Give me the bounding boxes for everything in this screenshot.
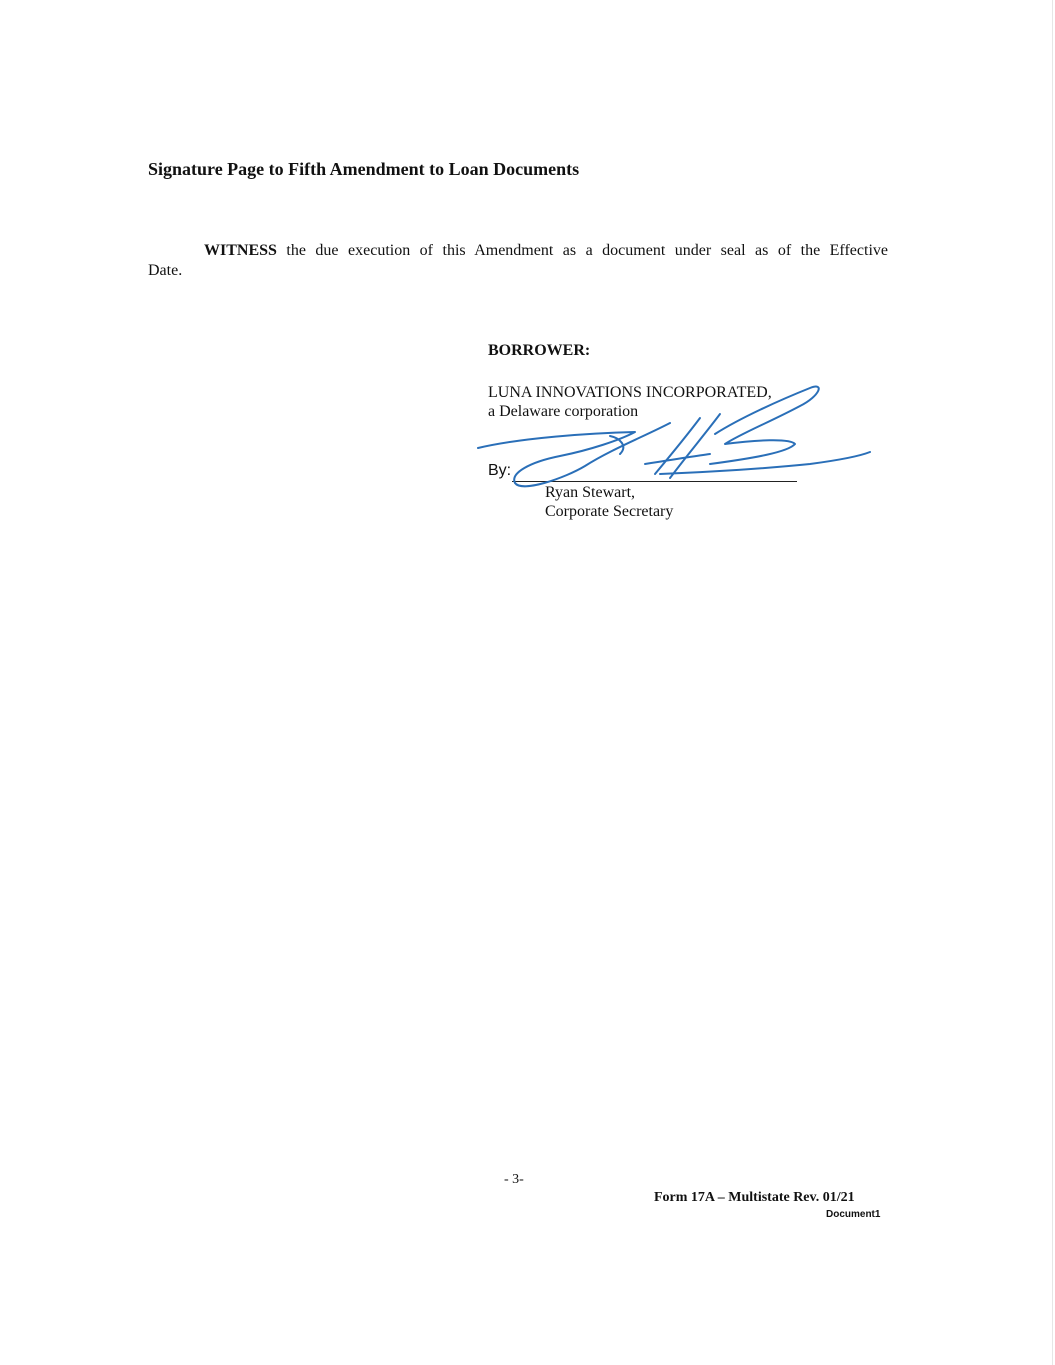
- witness-lead: WITNESS: [204, 242, 277, 259]
- company-type: a Delaware corporation: [488, 403, 639, 420]
- page-title: Signature Page to Fifth Amendment to Loan Documents: [148, 159, 580, 179]
- signer-title: Corporate Secretary: [545, 503, 674, 520]
- witness-line-2: Date.: [148, 262, 183, 279]
- borrower-label: BORROWER:: [488, 342, 591, 359]
- document-id: Document1: [826, 1209, 881, 1220]
- witness-line-1-text: the due execution of this Amendment as a document under seal as of the Effective: [276, 242, 888, 259]
- handwritten-signature: [470, 378, 880, 508]
- page-number: - 3-: [504, 1172, 524, 1187]
- form-code: Form 17A – Multistate Rev. 01/21: [654, 1190, 855, 1205]
- signer-name: Ryan Stewart,: [545, 484, 636, 501]
- by-label: By:: [488, 462, 512, 479]
- witness-paragraph: [148, 241, 888, 281]
- page-edge-shadow: [1052, 0, 1053, 1365]
- company-name: LUNA INNOVATIONS INCORPORATED,: [488, 384, 772, 401]
- witness-line-1: [148, 241, 888, 261]
